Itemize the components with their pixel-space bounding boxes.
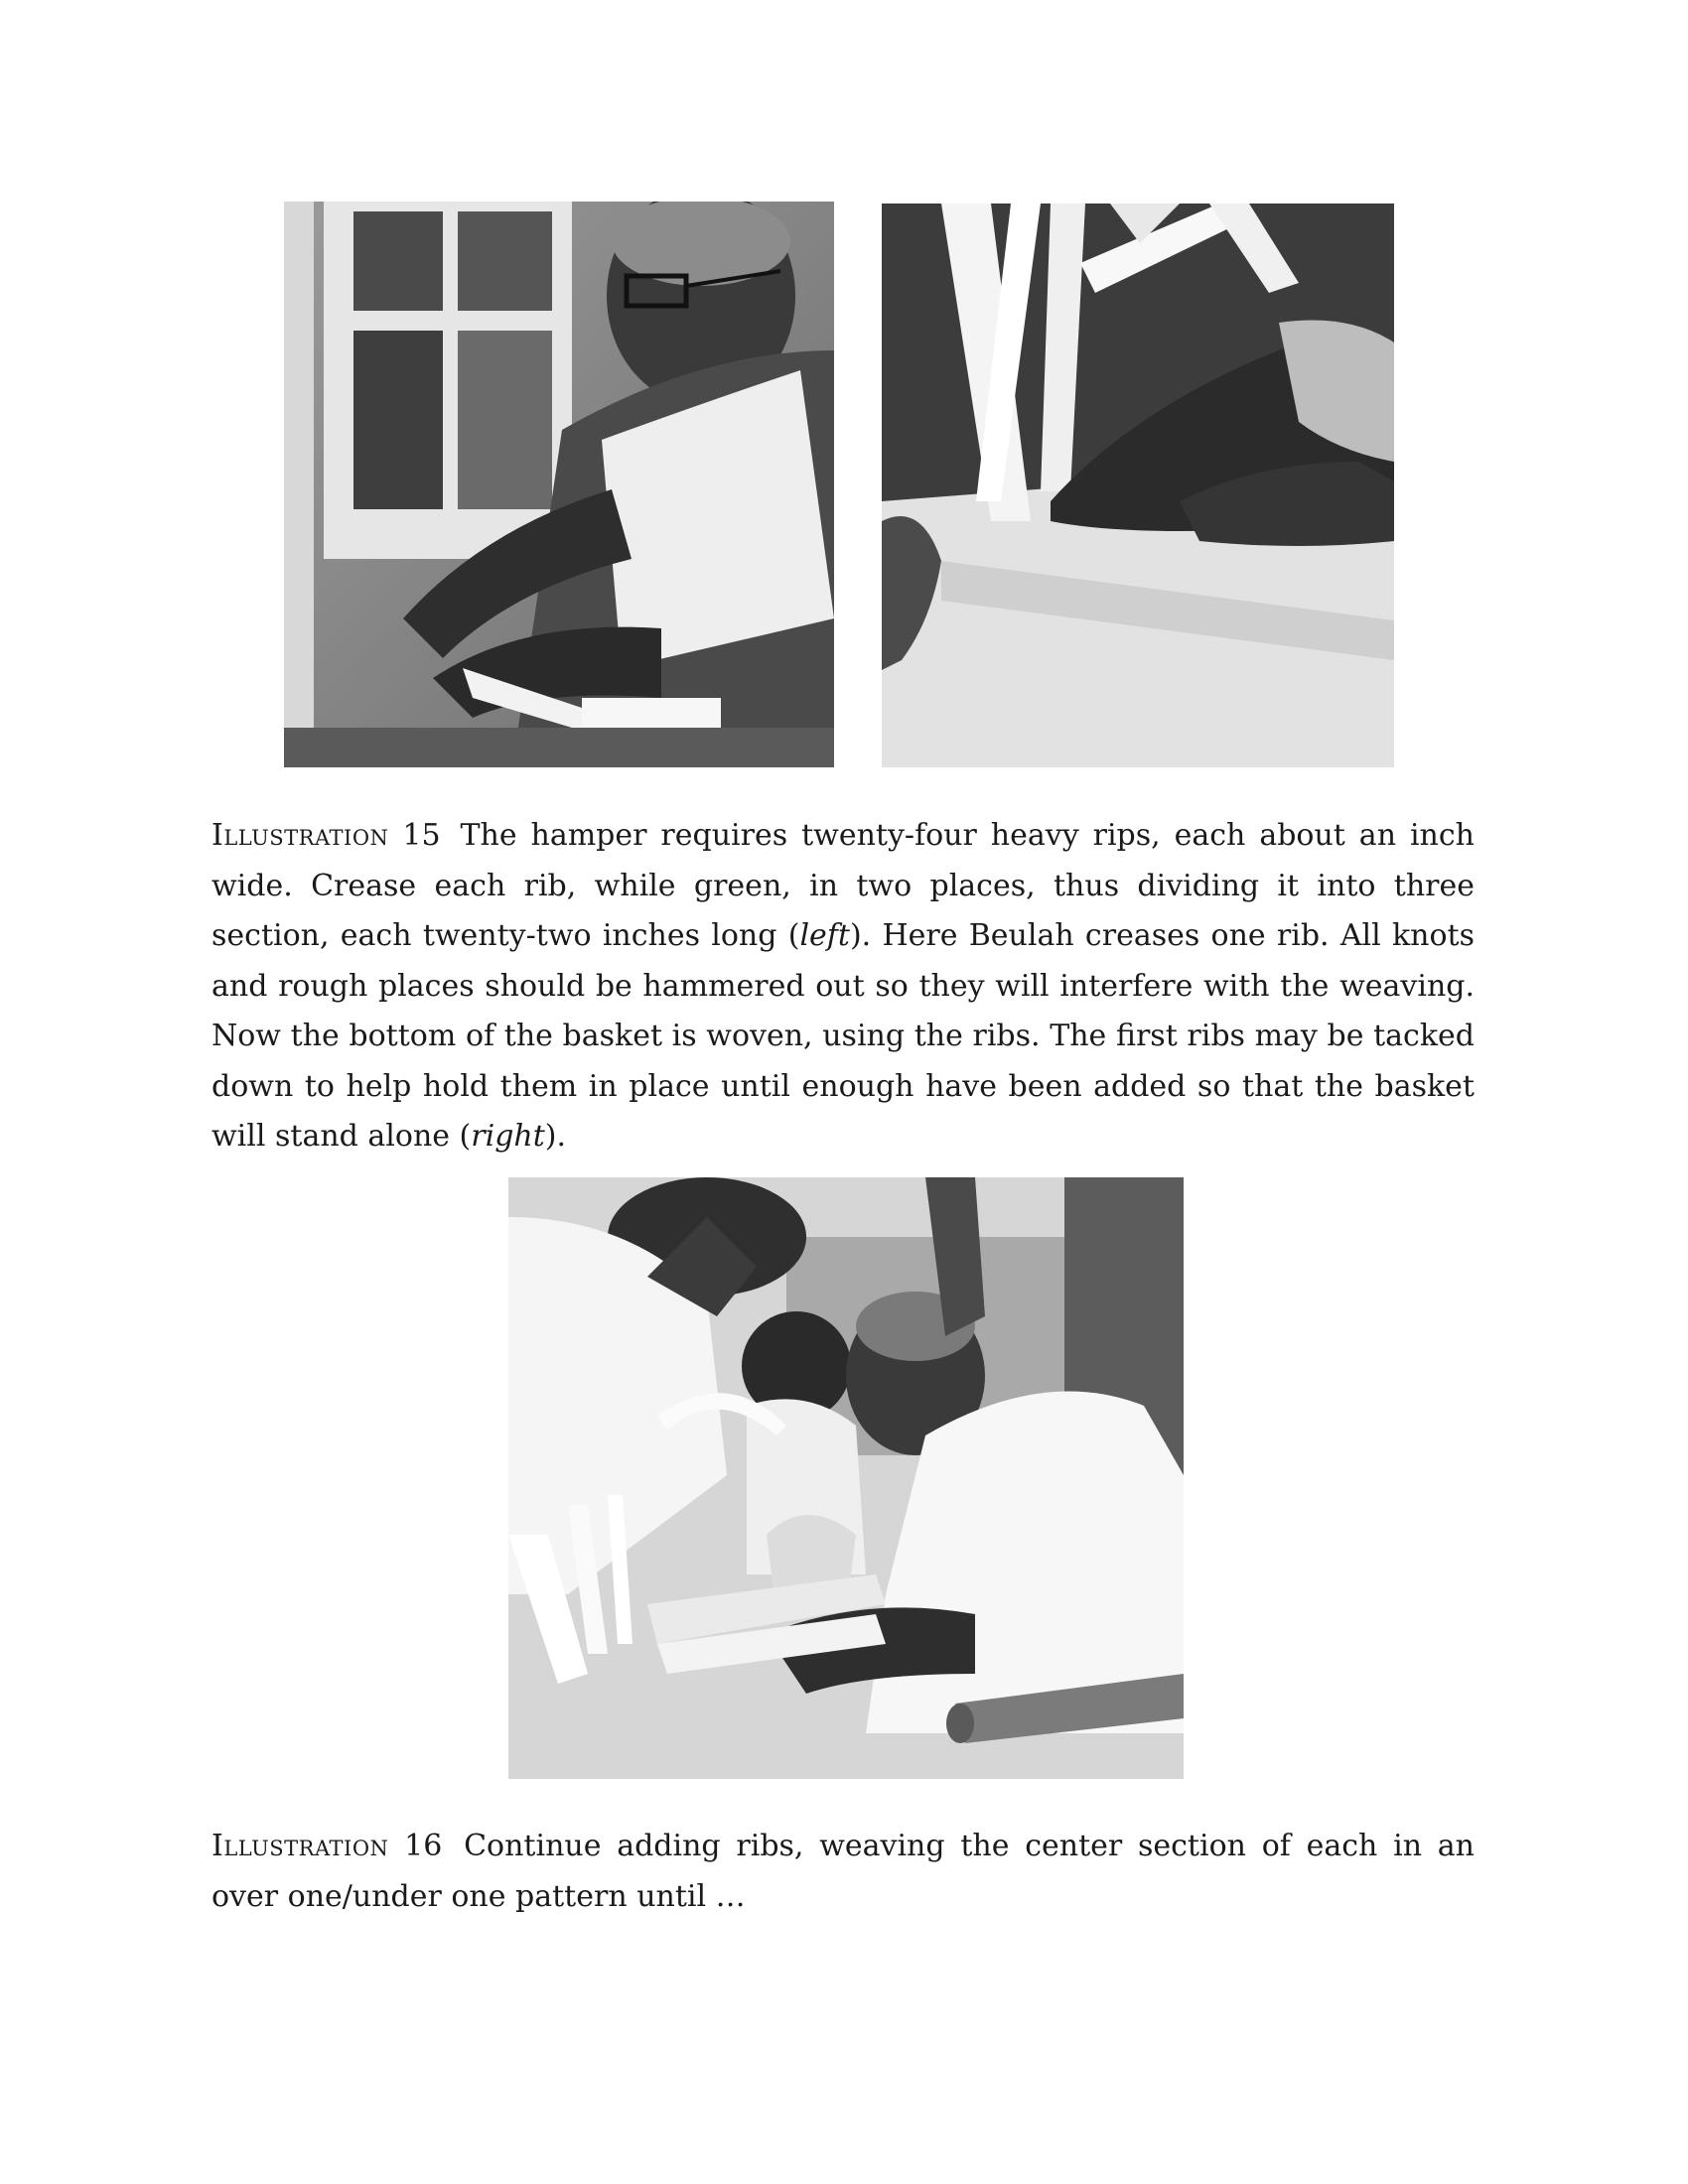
caption-text: ).: [544, 1119, 567, 1154]
caption-italic-left: left: [799, 918, 850, 953]
photo-hands-weaving-basket-bottom: [882, 204, 1394, 767]
caption-text: The hamper requires twenty-four heavy rips, each about an inch wide. Crease each rib, while green, in two places, thus dividing it into three section, each twenty-two inches long (: [211, 818, 1475, 953]
caption-label: Illustration: [211, 818, 389, 853]
caption-text: Continue adding ribs, weaving the center section of each in an over one/under one pattern until …: [211, 1829, 1475, 1914]
caption-italic-right: right: [471, 1119, 545, 1154]
caption-number: 15: [402, 818, 441, 853]
caption-text: ). Here Beulah creases one rib. All knots and rough places should be hammered out so they will interfere with the weaving. Now the bottom of the basket is woven, using the ribs. The first ribs may be tacked down to help hold them in place until enough have been added so that the basket will stand alone (: [211, 918, 1475, 1154]
photo-group-adding-ribs: [508, 1177, 1184, 1779]
caption-label: Illustration: [211, 1829, 389, 1863]
caption-illustration-16: [211, 1822, 1475, 1922]
photo-woman-creasing-rib: [284, 202, 834, 767]
caption-number: 16: [404, 1829, 443, 1863]
caption-illustration-15: [211, 811, 1475, 1162]
